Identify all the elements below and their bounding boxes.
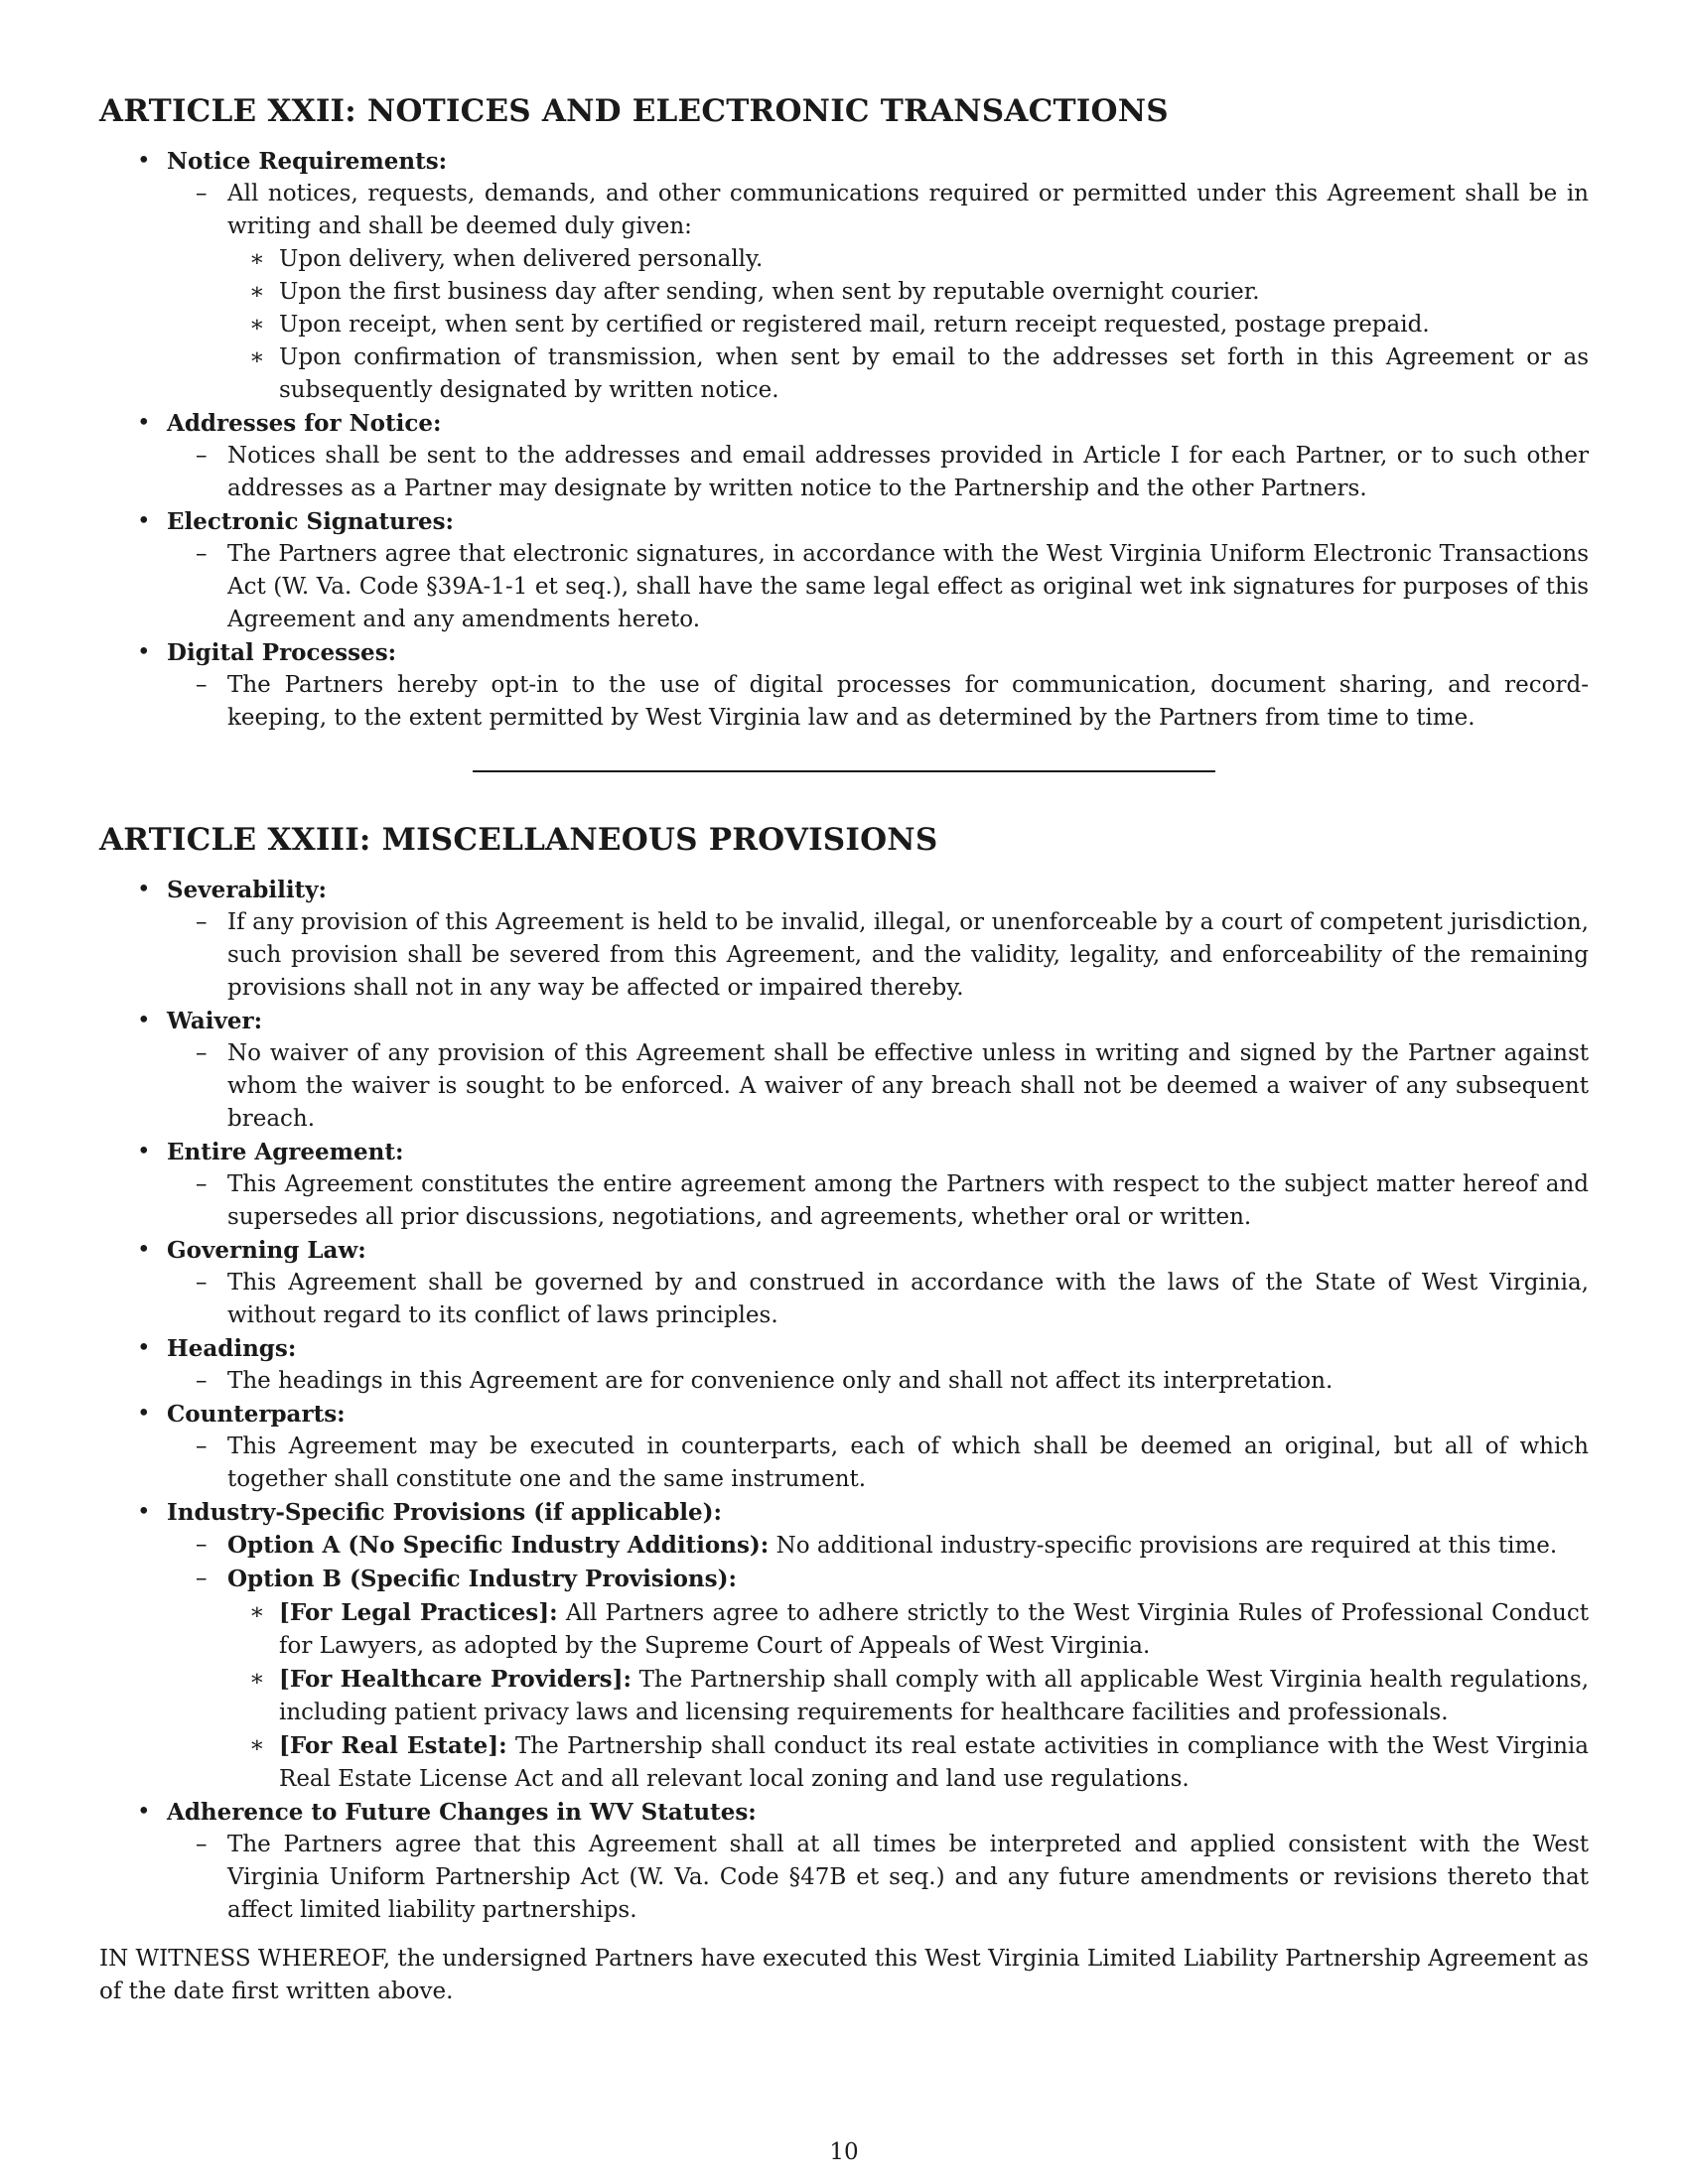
option-b <box>167 1563 1589 1796</box>
section-text: The headings in this Agreement are for convenience only and shall not affect its interpretation. <box>227 1368 1334 1394</box>
subsection <box>167 906 1589 1005</box>
witness-clause: IN WITNESS WHEREOF, the undersigned Partners have executed this West Virginia Limited Liability Partnership Agreement as of the date first written above. <box>99 1946 1589 2004</box>
dash-icon: – <box>196 541 208 567</box>
page-number: 10 <box>829 2139 859 2165</box>
option-a-text: No additional industry-specific provisions are required at this time. <box>775 1533 1558 1559</box>
dash-icon: – <box>196 1433 208 1459</box>
section-heading: Adherence to Future Changes in WV Statutes: <box>167 1799 757 1826</box>
dash-icon: – <box>196 909 208 935</box>
list-item <box>227 1663 1589 1729</box>
bullet-icon: • <box>137 1335 151 1361</box>
section-heading: Severability: <box>167 877 328 903</box>
section-waiver <box>99 1005 1589 1136</box>
section-text: This Agreement shall be governed by and construed in accordance with the laws of the State of West Virginia, without regard to its conflict of laws principles. <box>227 1270 1589 1328</box>
list-item-text: Upon the first business day after sending, when sent by reputable overnight courier. <box>279 279 1260 305</box>
dash-icon: – <box>196 1368 208 1394</box>
list-item <box>227 243 1589 276</box>
list-item <box>227 1596 1589 1663</box>
section-text: All notices, requests, demands, and other communications required or permitted under this Agreement shall be in writing and shall be deemed duly given: <box>227 181 1589 239</box>
section-text: If any provision of this Agreement is held to be invalid, illegal, or unenforceable by a court of competent jurisdiction, such provision shall be severed from this Agreement, and the validity, legality, and enforceability of the remaining provisions shall not in any way be affected or impaired thereby. <box>227 909 1589 1001</box>
subsection <box>167 1037 1589 1136</box>
asterisk-icon: ∗ <box>249 1666 265 1692</box>
bullet-icon: • <box>137 508 151 534</box>
section-addresses-for-notice <box>99 407 1589 505</box>
subsection <box>167 1168 1589 1234</box>
list-item <box>227 341 1589 407</box>
section-entire-agreement <box>99 1136 1589 1234</box>
legal-text: All Partners agree to adhere strictly to the West Virginia Rules of Professional Conduct for Lawyers, as adopted by the Supreme Court of Appeals of West Virginia. <box>279 1600 1589 1659</box>
list-item <box>227 1729 1589 1796</box>
subsection <box>167 1829 1589 1927</box>
option-a <box>167 1529 1589 1563</box>
dash-icon: – <box>196 1832 208 1857</box>
asterisk-icon: ∗ <box>249 1599 265 1625</box>
section-heading: Counterparts: <box>167 1401 346 1428</box>
section-text: This Agreement may be executed in counterparts, each of which shall be deemed an original, but all of which together shall constitute one and the same instrument. <box>227 1433 1589 1492</box>
health-label: [For Healthcare Providers]: <box>279 1666 632 1693</box>
option-a-label: Option A (No Specific Industry Additions): <box>227 1532 770 1559</box>
bullet-icon: • <box>137 410 151 436</box>
bullet-icon: • <box>137 1401 151 1427</box>
subsection <box>167 1267 1589 1332</box>
realestate-label: [For Real Estate]: <box>279 1732 507 1759</box>
bullet-icon: • <box>137 1237 151 1263</box>
subsection <box>167 1365 1589 1398</box>
section-heading: Industry-Specific Provisions (if applicable): <box>167 1499 723 1526</box>
section-adherence <box>99 1796 1589 1927</box>
article-22-sections <box>99 145 1589 735</box>
section-digital-processes <box>99 636 1589 735</box>
asterisk-icon: ∗ <box>249 1732 265 1758</box>
section-text: The Partners agree that this Agreement shall at all times be interpreted and applied consistent with the West Virginia Uniform Partnership Act (W. Va. Code §47B et seq.) and any future amendments or revisions thereto that affect limited liability partnerships. <box>227 1832 1589 1923</box>
section-industry-specific <box>99 1496 1589 1796</box>
list-item-text: Upon delivery, when delivered personally. <box>279 246 764 272</box>
subsection <box>167 178 1589 407</box>
section-heading: Entire Agreement: <box>167 1139 404 1165</box>
option-a-paragraph <box>227 1529 1589 1563</box>
section-counterparts <box>99 1398 1589 1496</box>
bullet-icon: • <box>137 148 151 174</box>
subsection <box>167 1431 1589 1496</box>
section-notice-requirements <box>99 145 1589 407</box>
dash-icon: – <box>196 1040 208 1066</box>
legal-label: [For Legal Practices]: <box>279 1599 558 1626</box>
subsection <box>167 538 1589 636</box>
realestate-text: The Partnership shall conduct its real estate activities in compliance with the West Virginia Real Estate License Act and all relevant local zoning and land use regulations. <box>279 1733 1590 1792</box>
list-item <box>227 309 1589 341</box>
list-item <box>227 276 1589 309</box>
section-text: This Agreement constitutes the entire agreement among the Partners with respect to the subject matter hereof and supersedes all prior discussions, negotiations, and agreements, whether oral or written. <box>227 1171 1589 1230</box>
dash-icon: – <box>196 1171 208 1197</box>
health-text: The Partnership shall comply with all applicable West Virginia health regulations, including patient privacy laws and licensing requirements for healthcare facilities and professionals. <box>279 1667 1589 1725</box>
subsection <box>167 440 1589 505</box>
section-heading: Waiver: <box>167 1008 263 1034</box>
asterisk-icon: ∗ <box>249 246 265 272</box>
list-item-text: Upon receipt, when sent by certified or registered mail, return receipt requested, postage prepaid. <box>279 312 1430 338</box>
section-heading: Addresses for Notice: <box>167 410 442 437</box>
section-heading: Headings: <box>167 1335 297 1362</box>
section-text: The Partners agree that electronic signatures, in accordance with the West Virginia Uniform Electronic Transactions Act (W. Va. Code §39A-1-1 et seq.), shall have the same legal effect as original wet ink signatures for purposes of this Agreement and any amendments hereto. <box>227 541 1589 632</box>
bullet-icon: • <box>137 1799 151 1825</box>
dash-icon: – <box>196 672 208 698</box>
article-23-sections <box>99 874 1589 1927</box>
section-heading: Electronic Signatures: <box>167 508 455 535</box>
section-divider <box>473 770 1215 772</box>
section-headings <box>99 1332 1589 1398</box>
article-23-title: ARTICLE XXIII: MISCELLANEOUS PROVISIONS <box>99 822 938 858</box>
bullet-icon: • <box>137 1499 151 1525</box>
section-heading: Governing Law: <box>167 1237 366 1264</box>
bullet-icon: • <box>137 1008 151 1033</box>
section-text: No waiver of any provision of this Agreement shall be effective unless in writing and signed by the Partner against whom the waiver is sought to be enforced. A waiver of any breach shall not be deemed a waiver of any subsequent breach. <box>227 1040 1589 1132</box>
section-text: The Partners hereby opt-in to the use of digital processes for communication, document sharing, and record-keeping, to the extent permitted by West Virginia law and as determined by the Partners from time to time. <box>227 672 1589 731</box>
bullet-icon: • <box>137 877 151 902</box>
bullet-icon: • <box>137 1139 151 1164</box>
list-item-text: Upon confirmation of transmission, when sent by email to the addresses set forth in this Agreement or as subsequently designated by written notice. <box>279 344 1589 403</box>
list-item-text <box>279 1596 1589 1663</box>
section-heading: Notice Requirements: <box>167 148 448 175</box>
option-b-label-text: Option B (Specific Industry Provisions): <box>227 1566 737 1592</box>
bullet-icon: • <box>137 639 151 665</box>
dash-icon: – <box>196 1566 208 1591</box>
dash-icon: – <box>196 443 208 469</box>
section-text: Notices shall be sent to the addresses and email addresses provided in Article I for each Partner, or to such other addresses as a Partner may designate by written notice to the Partnership and the other Partners. <box>227 443 1589 501</box>
section-heading: Digital Processes: <box>167 639 397 666</box>
asterisk-icon: ∗ <box>249 344 265 370</box>
article-22-title: ARTICLE XXII: NOTICES AND ELECTRONIC TRANSACTIONS <box>99 93 1169 129</box>
section-severability <box>99 874 1589 1005</box>
section-electronic-signatures <box>99 505 1589 636</box>
dash-icon: – <box>196 181 208 206</box>
option-b-label <box>227 1563 1589 1596</box>
subsection <box>167 669 1589 735</box>
list-item-text <box>279 1729 1589 1796</box>
list-item-text <box>279 1663 1589 1729</box>
dash-icon: – <box>196 1270 208 1296</box>
asterisk-icon: ∗ <box>249 312 265 338</box>
section-governing-law <box>99 1234 1589 1332</box>
dash-icon: – <box>196 1532 208 1558</box>
asterisk-icon: ∗ <box>249 279 265 305</box>
